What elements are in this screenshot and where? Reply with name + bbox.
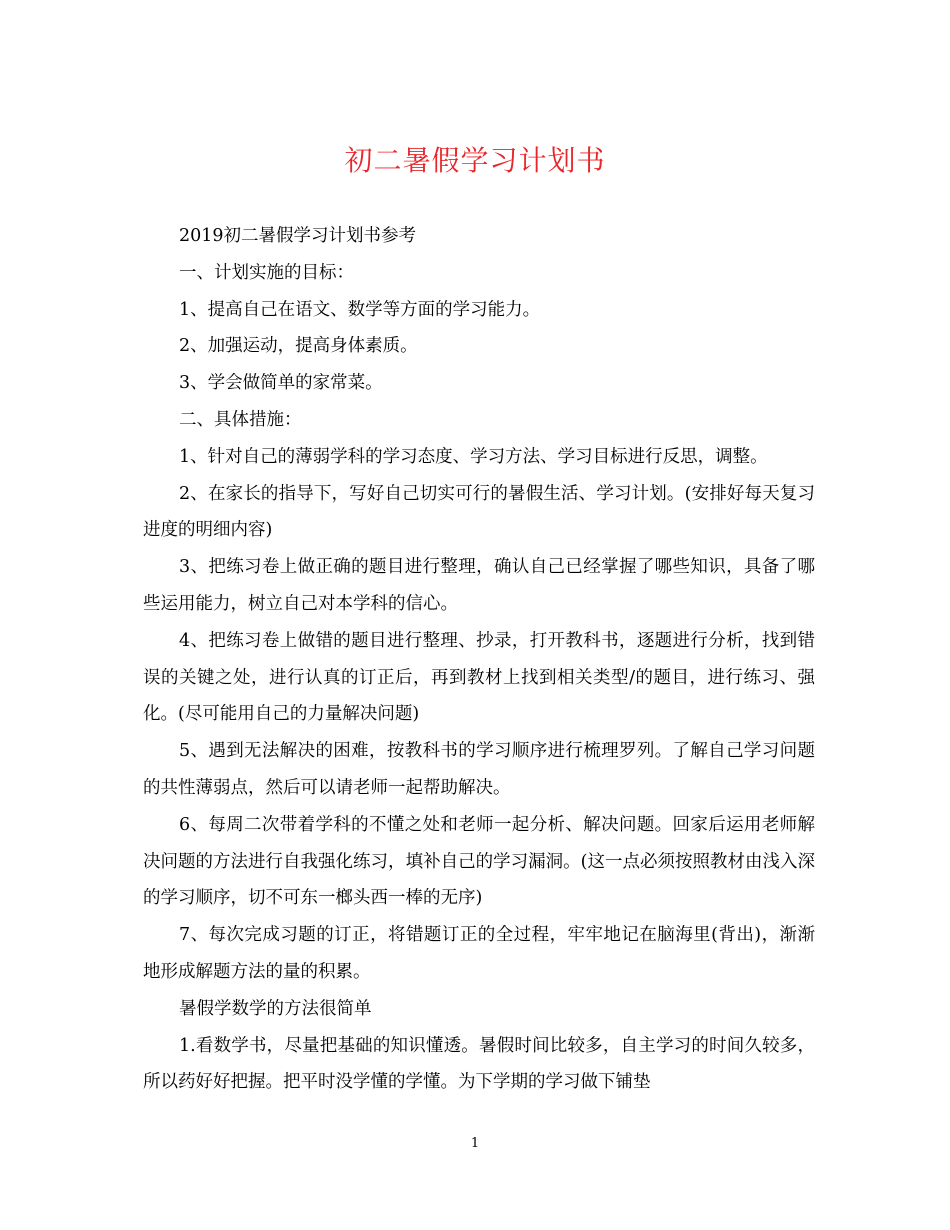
paragraph: 1.看数学书，尽量把基础的知识懂透。暑假时间比较多，自主学习的时间久较多，所以药好好把握。把平时没学懂的学懂。为下学期的学习做下铺垫 xyxy=(143,1035,815,1093)
paragraph: 7、每次完成习题的订正，将错题订正的全过程，牢牢地记在脑海里(背出)，渐渐地形成解题方法的量的积累。 xyxy=(143,925,815,982)
paragraph: 2、在家长的指导下，写好自己切实可行的暑假生活、学习计划。(安排好每天复习进度的明细内容) xyxy=(143,483,815,541)
section-heading: 一、计划实施的目标： xyxy=(179,262,354,283)
paragraph: 4、把练习卷上做错的题目进行整理、抄录，打开教科书，逐题进行分析，找到错误的关键之处，进行认真的订正后，再到教材上找到相关类型/的题目，进行练习、强化。(尽可能用自己的力量解决问题) xyxy=(143,630,815,725)
paragraph: 2019初二暑假学习计划书参考 xyxy=(179,226,417,246)
paragraph: 2、加强运动，提高身体素质。 xyxy=(179,336,418,357)
paragraph: 6、每周二次带着学科的不懂之处和老师一起分析、解决问题。回家后运用老师解决问题的方法进行自我强化练习，填补自己的学习漏洞。(这一点必须按照教材由浅入深的学习顺序，切不可东一榔头西一棒的无序) xyxy=(143,814,815,909)
section-heading: 暑假学数学的方法很简单 xyxy=(179,998,372,1019)
document-body xyxy=(143,218,815,1101)
document-title: 初二暑假学习计划书 xyxy=(344,144,606,177)
paragraph: 3、学会做简单的家常菜。 xyxy=(179,373,383,394)
section-heading: 二、具体措施： xyxy=(179,409,302,430)
paragraph: 1、针对自己的薄弱学科的学习态度、学习方法、学习目标进行反思，调整。 xyxy=(179,446,768,467)
paragraph: 5、遇到无法解决的困难，按教科书的学习顺序进行梳理罗列。了解自己学习问题的共性薄弱点，然后可以请老师一起帮助解决。 xyxy=(143,741,815,798)
paragraph: 3、把练习卷上做正确的题目进行整理，确认自己已经掌握了哪些知识，具备了哪些运用能力，树立自己对本学科的信心。 xyxy=(143,557,815,614)
paragraph: 1、提高自己在语文、数学等方面的学习能力。 xyxy=(179,299,541,320)
page-number: 1 xyxy=(470,1136,480,1151)
